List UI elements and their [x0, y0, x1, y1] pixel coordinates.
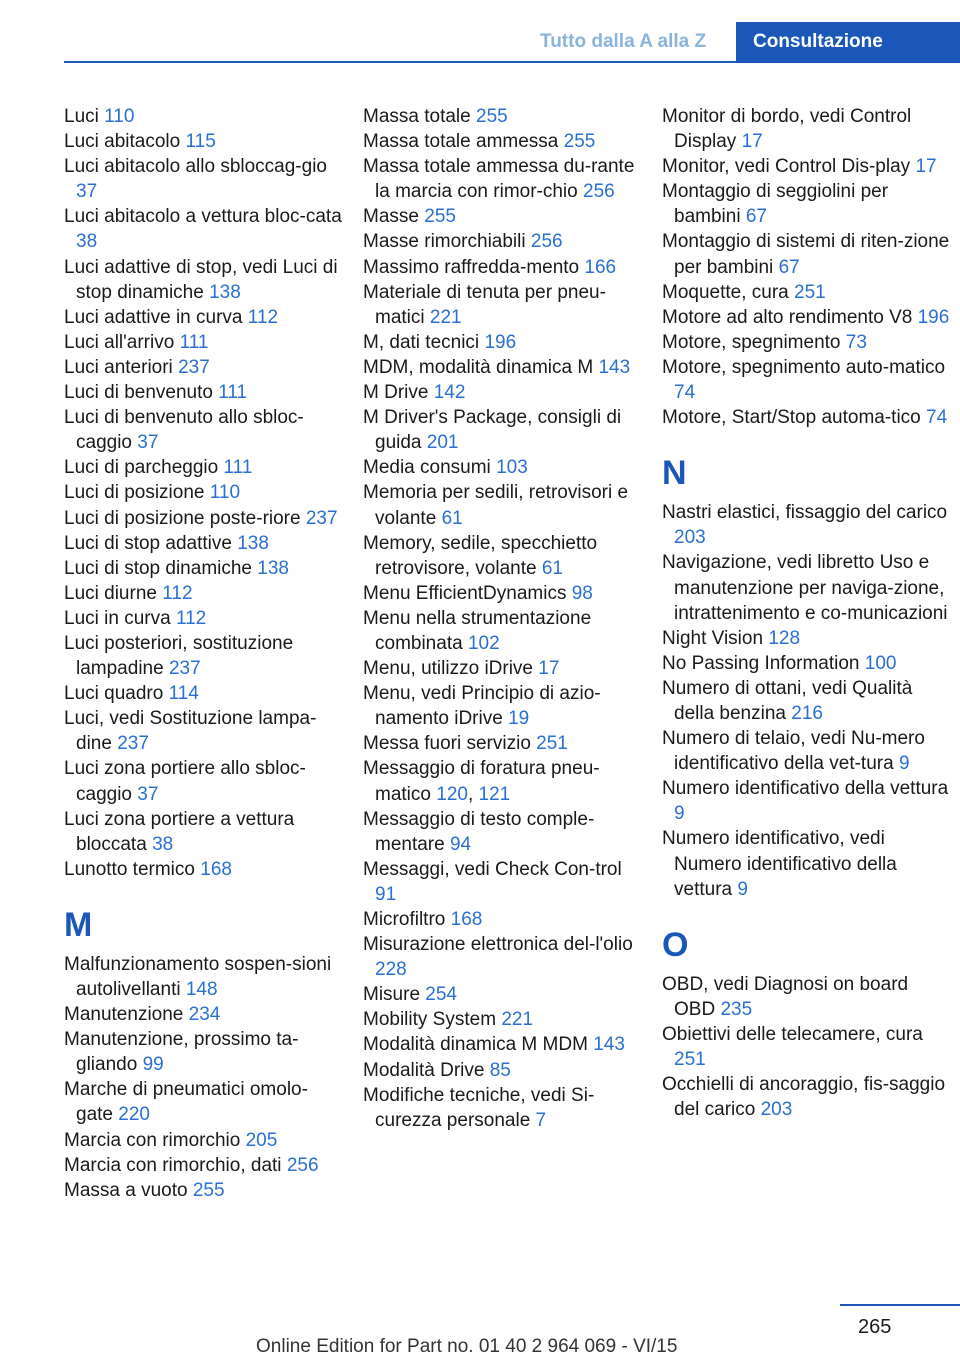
index-term: Marcia con rimorchio — [64, 1129, 241, 1151]
page-reference-link[interactable]: 74 — [674, 382, 696, 404]
index-term: Massa totale — [363, 106, 471, 127]
index-column-2 — [363, 104, 641, 1133]
index-entry — [662, 776, 952, 826]
index-term: Luci quadro — [64, 683, 164, 705]
index-entry — [363, 154, 641, 204]
page-reference-link[interactable]: 256 — [286, 1154, 319, 1176]
index-term: Luci in curva — [64, 607, 171, 629]
page-reference-link[interactable]: 255 — [424, 206, 456, 228]
page-reference-link[interactable]: 138 — [257, 557, 289, 579]
page-reference-link[interactable]: 166 — [584, 256, 617, 278]
index-entry — [363, 455, 641, 480]
index-entry — [64, 606, 342, 631]
page-reference-link[interactable]: 99 — [142, 1054, 164, 1076]
page-reference-link[interactable]: 94 — [449, 833, 472, 855]
page-reference-link[interactable]: 114 — [168, 683, 199, 705]
page-reference-link[interactable]: 234 — [188, 1004, 221, 1026]
index-entry — [662, 330, 952, 355]
index-term: Marcia con rimorchio, dati — [64, 1154, 282, 1176]
page-reference-link[interactable]: 256 — [583, 181, 615, 203]
page-reference-link[interactable]: 112 — [175, 607, 207, 629]
index-term: Montaggio di sistemi di riten-zione per bambini — [662, 231, 950, 278]
index-term: Luci zona portiere allo sbloc-caggio — [64, 758, 306, 805]
index-entry — [64, 104, 342, 129]
index-entry — [363, 581, 641, 606]
index-term: Luci di stop adattive — [64, 532, 232, 554]
index-entry — [662, 229, 952, 279]
footer-rule — [840, 1304, 960, 1306]
index-term: Luci adattive di stop, vedi Luci di stop dinamiche — [64, 256, 338, 303]
index-term: Numero di telaio, vedi Nu-mero identificativo della vet-tura — [662, 728, 925, 775]
page-reference-link[interactable]: 85 — [489, 1059, 511, 1081]
index-term: Luci zona portiere a vettura bloccata — [64, 808, 295, 855]
page-reference-link[interactable]: 251 — [794, 281, 826, 303]
index-term: Lunotto termico — [64, 858, 195, 880]
page-reference-link[interactable]: 73 — [845, 331, 867, 353]
index-entry — [64, 952, 342, 1002]
index-entry — [363, 104, 641, 129]
index-term: Modalità dinamica M MDM — [363, 1034, 588, 1056]
page-reference-link[interactable]: 37 — [76, 181, 98, 203]
page-reference-link[interactable]: 111 — [223, 457, 253, 479]
index-entry — [363, 1058, 641, 1083]
page-reference-link[interactable]: 221 — [501, 1009, 534, 1031]
section-title: Tutto dalla A alla Z — [540, 31, 707, 52]
page-reference-link[interactable]: 61 — [441, 507, 463, 529]
index-entry — [363, 1083, 641, 1133]
index-term: Modalità Drive — [363, 1059, 485, 1081]
index-column-3 — [662, 104, 952, 1122]
index-entry — [64, 455, 342, 480]
page-reference-link[interactable]: 38 — [152, 833, 174, 855]
index-entry — [363, 255, 641, 280]
index-term: Masse — [363, 206, 419, 228]
page-reference-link[interactable]: 121 — [478, 783, 511, 805]
index-term: Modifiche tecniche, vedi Si-curezza personale — [363, 1084, 595, 1131]
page-reference-link[interactable]: 100 — [864, 652, 897, 674]
page-reference-link[interactable]: 138 — [237, 532, 269, 554]
page-reference-link[interactable]: 142 — [433, 382, 466, 404]
index-entry — [662, 1072, 952, 1122]
index-term: Luci abitacolo — [64, 131, 181, 153]
index-term: Numero identificativo della vettura — [662, 778, 949, 800]
index-entry — [363, 681, 641, 731]
page-reference-link[interactable]: 67 — [778, 256, 800, 278]
index-term: M Driver's Package, consigli di guida — [363, 407, 622, 454]
index-term: Luci di parcheggio — [64, 457, 219, 479]
index-term: Motore, Start/Stop automa-tico — [662, 407, 921, 429]
index-entry — [64, 556, 342, 581]
index-entry — [64, 706, 342, 756]
page-reference-link[interactable]: 196 — [484, 331, 517, 353]
index-term: Navigazione, vedi libretto Uso e manutenzione per naviga-zione, intrattenimento e co-municazioni — [662, 552, 948, 624]
page-reference-link[interactable]: 74 — [926, 407, 948, 429]
page-reference-link[interactable]: 91 — [375, 883, 397, 905]
index-entry — [363, 405, 641, 455]
page-reference-link[interactable]: 235 — [720, 998, 753, 1020]
index-term: Menu EfficientDynamics — [363, 582, 567, 604]
index-term: Luci, vedi Sostituzione lampa-dine — [64, 708, 317, 755]
page-reference-link[interactable]: 148 — [185, 979, 218, 1000]
index-entry — [662, 405, 952, 430]
page-reference-link[interactable]: 111 — [179, 331, 209, 353]
index-entry — [64, 255, 342, 305]
index-entry — [64, 405, 342, 455]
page-reference-link[interactable]: 201 — [426, 432, 459, 454]
page-reference-link[interactable]: 251 — [536, 733, 568, 755]
index-entry — [64, 1178, 342, 1203]
index-term: Numero di ottani, vedi Qualità della benzina — [662, 677, 913, 724]
index-term: Massa totale ammessa du-rante la marcia con rimor-chio — [363, 156, 635, 203]
index-term: Memoria per sedili, retrovisori e volante — [363, 482, 629, 529]
page-reference-link[interactable]: 138 — [209, 281, 241, 303]
page-reference-link[interactable]: 9 — [674, 803, 685, 825]
index-entry — [363, 129, 641, 154]
index-entry — [363, 656, 641, 681]
page-reference-link[interactable]: 102 — [467, 632, 500, 654]
index-entry — [64, 1002, 342, 1027]
index-term: Moquette, cura — [662, 281, 789, 303]
index-entry — [363, 355, 641, 380]
page-reference-link[interactable]: 205 — [245, 1129, 278, 1151]
page-reference-link[interactable]: 220 — [118, 1104, 150, 1126]
index-entry — [662, 651, 952, 676]
index-entry — [363, 907, 641, 932]
index-term: Manutenzione, prossimo ta-gliando — [64, 1029, 299, 1076]
index-term: No Passing Information — [662, 652, 860, 674]
index-term: Motore, spegnimento auto-matico — [662, 356, 946, 378]
index-term: Occhielli di ancoraggio, fis-saggio del carico — [662, 1074, 946, 1121]
index-term: Motore, spegnimento — [662, 331, 841, 353]
index-term: Monitor di bordo, vedi Control Display — [662, 106, 912, 153]
index-entry — [662, 676, 952, 726]
page-reference-link[interactable]: 9 — [737, 878, 748, 900]
page-reference-link[interactable]: 203 — [674, 527, 706, 549]
index-column-1 — [64, 104, 342, 1203]
page-reference-link[interactable]: 115 — [185, 131, 216, 153]
index-term: Malfunzionamento sospen-sioni autolivellanti — [64, 953, 332, 1000]
page-reference-link[interactable]: 237 — [117, 733, 149, 755]
index-entry — [64, 857, 342, 882]
page-reference-link[interactable]: 256 — [530, 231, 563, 253]
page-reference-link[interactable]: 7 — [535, 1109, 547, 1131]
page-reference-link[interactable]: 120 — [436, 783, 468, 805]
index-entry — [64, 480, 342, 505]
index-entry — [64, 355, 342, 380]
index-letter-heading: O — [662, 925, 689, 964]
page-reference-link[interactable]: 228 — [375, 959, 407, 981]
page-reference-link[interactable]: 98 — [571, 582, 593, 604]
index-term: Luci posteriori, sostituzione lampadine — [64, 632, 294, 680]
page-reference-link[interactable]: 111 — [218, 382, 248, 404]
index-entry — [662, 626, 952, 651]
chapter-tab: Consultazione — [736, 22, 960, 62]
index-entry — [662, 550, 952, 625]
index-term: M Drive — [363, 382, 429, 404]
index-term: Luci anteriori — [64, 356, 173, 378]
index-term: Misure — [363, 984, 421, 1006]
index-letter-heading: N — [662, 454, 687, 493]
page-reference-link[interactable]: 254 — [425, 984, 457, 1006]
page-reference-link[interactable]: 112 — [247, 306, 279, 328]
index-entry — [64, 129, 342, 154]
edition-footer: Online Edition for Part no. 01 40 2 964 069 - VI/15 — [256, 1336, 678, 1357]
index-term: Motore ad alto rendimento V8 — [662, 306, 913, 328]
page-reference-link[interactable]: 196 — [917, 306, 950, 328]
index-entry — [64, 204, 342, 254]
page-reference-link[interactable]: 112 — [162, 582, 193, 604]
index-term: Media consumi — [363, 457, 491, 479]
index-term: Numero identificativo, vedi Numero identificativo della vettura — [662, 828, 897, 900]
index-entry — [363, 606, 641, 656]
index-term: Luci abitacolo allo sbloccag-gio — [64, 156, 327, 178]
index-entry — [64, 1153, 342, 1178]
index-entry — [64, 380, 342, 405]
index-entry — [64, 581, 342, 606]
index-entry — [64, 531, 342, 556]
index-term: Massa totale ammessa — [363, 131, 559, 153]
index-term: Luci di posizione poste-riore — [64, 507, 301, 529]
index-entry — [363, 229, 641, 254]
index-entry — [363, 480, 641, 530]
index-term: Misurazione elettronica del-l'olio — [363, 934, 633, 956]
page-reference-link[interactable]: 237 — [178, 356, 210, 378]
page-reference-link[interactable]: 237 — [168, 658, 201, 680]
index-term: Messaggio di testo comple-mentare — [363, 808, 595, 855]
index-term: Manutenzione — [64, 1004, 184, 1026]
index-entry — [363, 932, 641, 982]
index-entry — [363, 857, 641, 907]
index-term: Luci — [64, 106, 99, 127]
index-entry — [64, 154, 342, 204]
index-term: Messa fuori servizio — [363, 733, 531, 755]
index-entry — [662, 355, 952, 405]
index-term: Menu, vedi Principio di azio-namento iDrive — [363, 683, 601, 730]
index-term: Luci di stop dinamiche — [64, 557, 252, 579]
index-term: Messaggi, vedi Check Con-trol — [363, 858, 622, 880]
page-reference-link[interactable]: 103 — [496, 457, 528, 479]
index-term: Luci abitacolo a vettura bloc-cata — [64, 206, 342, 228]
index-term: Menu, utilizzo iDrive — [363, 658, 533, 680]
index-term: Nastri elastici, fissaggio del carico — [662, 502, 948, 524]
index-entry — [64, 506, 342, 531]
page-header — [0, 0, 960, 62]
index-entry — [662, 500, 952, 550]
index-entry — [662, 826, 952, 901]
page-reference-link[interactable]: 17 — [915, 156, 937, 178]
page-reference-link[interactable]: 255 — [192, 1179, 225, 1201]
page-reference-link[interactable]: 37 — [137, 783, 159, 805]
index-entry — [662, 726, 952, 776]
index-term: Night Vision — [662, 627, 764, 649]
index-entry — [64, 1128, 342, 1153]
page-reference-link[interactable]: 67 — [745, 206, 767, 228]
index-entry — [64, 305, 342, 330]
page-reference-link[interactable]: 251 — [674, 1049, 706, 1070]
index-term: Masse rimorchiabili — [363, 231, 526, 253]
header-rule — [64, 61, 960, 63]
index-entry: Messaggio di foratura pneu-matico 120, 121 — [363, 758, 600, 805]
index-term: Marche di pneumatici omolo-gate — [64, 1079, 308, 1126]
index-term: Luci diurne — [64, 582, 157, 604]
index-entry — [64, 807, 342, 857]
index-entry — [363, 1032, 641, 1057]
index-term: Monitor, vedi Control Dis-play — [662, 156, 911, 178]
page-reference-link[interactable]: 110 — [104, 106, 135, 127]
page-reference-link[interactable]: 38 — [76, 231, 98, 253]
page-reference-link[interactable]: 37 — [137, 432, 159, 454]
index-term: Montaggio di seggiolini per bambini — [662, 181, 889, 228]
index-entry — [662, 280, 952, 305]
index-term: Luci di benvenuto allo sbloc-caggio — [64, 407, 304, 454]
index-entry — [662, 154, 952, 179]
index-term: Obiettivi delle telecamere, cura — [662, 1023, 923, 1045]
index-term: Messaggio di foratura pneu-matico — [363, 758, 600, 805]
index-entry — [363, 380, 641, 405]
index-term: Luci adattive in curva — [64, 306, 243, 328]
page-reference-link[interactable]: 237 — [305, 507, 338, 529]
page-reference-link[interactable]: 61 — [541, 557, 563, 579]
index-term: Mobility System — [363, 1009, 497, 1031]
page-reference-link[interactable]: 255 — [563, 131, 596, 153]
page-reference-link[interactable]: 143 — [593, 1034, 625, 1056]
index-entry — [662, 1022, 952, 1072]
page-reference-link[interactable]: 9 — [898, 753, 910, 775]
index-entry — [64, 631, 342, 681]
index-entry — [363, 1007, 641, 1032]
page-reference-link[interactable]: 128 — [768, 627, 801, 649]
index-term: Luci all'arrivo — [64, 331, 175, 353]
index-term: Massa a vuoto — [64, 1179, 188, 1201]
index-term: Luci di benvenuto — [64, 382, 213, 404]
index-entry — [363, 330, 641, 355]
index-term: Materiale di tenuta per pneu-matici — [363, 281, 606, 328]
index-entry — [363, 731, 641, 756]
page-reference-link[interactable]: 110 — [209, 482, 241, 504]
index-term: Microfiltro — [363, 909, 446, 930]
index-entry — [363, 807, 641, 857]
index-letter-heading: M — [64, 905, 93, 944]
index-term: OBD, vedi Diagnosi on board OBD — [662, 973, 909, 1020]
index-term: Memory, sedile, specchietto retrovisore, volante — [363, 532, 598, 579]
page-reference-link[interactable]: 221 — [429, 306, 462, 328]
page-reference-link[interactable]: 168 — [450, 909, 483, 930]
page-reference-link[interactable]: 17 — [538, 658, 560, 680]
index-entry — [64, 1077, 342, 1127]
page-reference-link[interactable]: 168 — [200, 858, 232, 880]
page-reference-link[interactable]: 17 — [741, 131, 763, 153]
index-entry — [662, 305, 952, 330]
page-reference-link[interactable]: 255 — [476, 106, 508, 127]
index-entry — [64, 681, 342, 706]
index-term: M, dati tecnici — [363, 331, 480, 353]
page-reference-link[interactable]: 203 — [760, 1099, 793, 1121]
index-term: MDM, modalità dinamica M — [363, 356, 594, 378]
index-entry — [64, 330, 342, 355]
index-entry — [64, 1027, 342, 1077]
index-entry — [363, 280, 641, 330]
page-reference-link[interactable]: 19 — [508, 708, 530, 730]
index-entry — [662, 972, 952, 1022]
index-term: Massimo raffredda-mento — [363, 256, 580, 278]
index-entry — [363, 982, 641, 1007]
index-term: Luci di posizione — [64, 482, 205, 504]
index-entry — [363, 531, 641, 581]
page-reference-link[interactable]: 216 — [791, 702, 823, 724]
page-number: 265 — [858, 1316, 892, 1338]
index-entry — [363, 204, 641, 229]
index-entry — [662, 104, 952, 154]
page-reference-link[interactable]: 143 — [598, 356, 631, 378]
index-entry — [662, 179, 952, 229]
index-term: Menu nella strumentazione combinata — [363, 607, 592, 654]
index-entry — [64, 756, 342, 806]
